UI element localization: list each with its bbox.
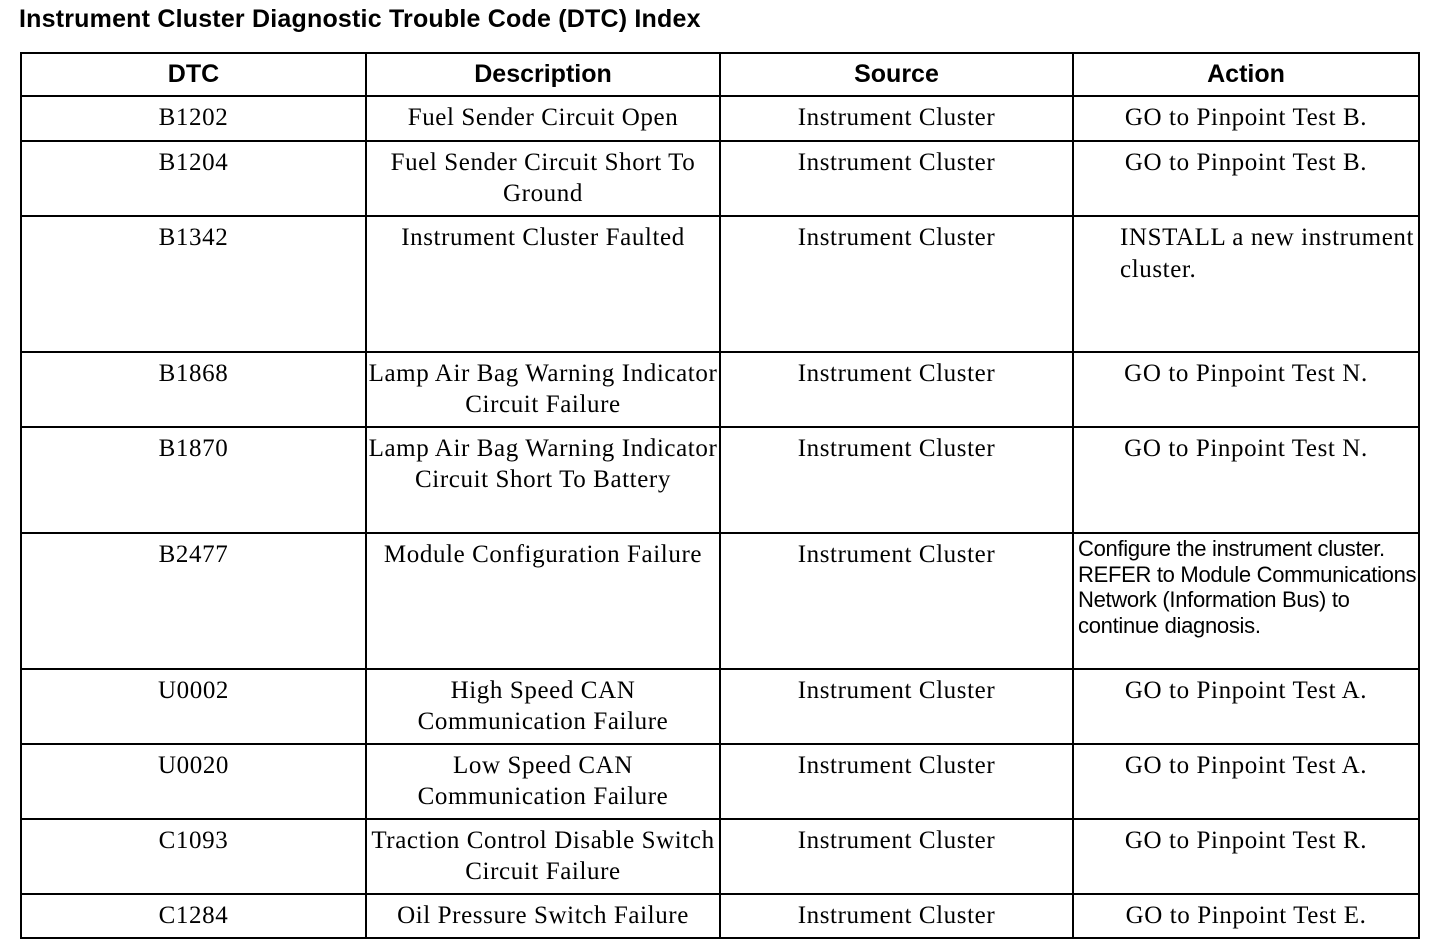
dtc-source: Instrument Cluster	[720, 744, 1073, 819]
dtc-code: B1204	[21, 141, 366, 216]
table-row	[21, 216, 1419, 352]
dtc-action: GO to Pinpoint Test B.	[1073, 96, 1419, 141]
dtc-action: INSTALL a new instrument cluster.	[1073, 216, 1419, 352]
dtc-description: Lamp Air Bag Warning Indicator Circuit Short To Battery	[366, 427, 720, 533]
dtc-action: GO to Pinpoint Test N.	[1073, 352, 1419, 427]
dtc-description: High Speed CAN Communication Failure	[366, 669, 720, 744]
dtc-action: GO to Pinpoint Test B.	[1073, 141, 1419, 216]
dtc-source: Instrument Cluster	[720, 96, 1073, 141]
dtc-source: Instrument Cluster	[720, 141, 1073, 216]
header-source: Source	[720, 53, 1073, 96]
table-row	[21, 352, 1419, 427]
header-description: Description	[366, 53, 720, 96]
dtc-description: Oil Pressure Switch Failure	[366, 894, 720, 938]
dtc-source: Instrument Cluster	[720, 894, 1073, 938]
dtc-action: GO to Pinpoint Test A.	[1073, 744, 1419, 819]
table-row	[21, 894, 1419, 938]
dtc-code: C1093	[21, 819, 366, 894]
dtc-action: GO to Pinpoint Test A.	[1073, 669, 1419, 744]
dtc-code: C1284	[21, 894, 366, 938]
dtc-description: Traction Control Disable Switch Circuit Failure	[366, 819, 720, 894]
table-header-row	[21, 53, 1419, 96]
table-row	[21, 533, 1419, 669]
table-row	[21, 744, 1419, 819]
dtc-description: Instrument Cluster Faulted	[366, 216, 720, 352]
dtc-description: Module Configuration Failure	[366, 533, 720, 669]
header-dtc: DTC	[21, 53, 366, 96]
dtc-source: Instrument Cluster	[720, 427, 1073, 533]
dtc-code: B2477	[21, 533, 366, 669]
dtc-code: U0002	[21, 669, 366, 744]
dtc-source: Instrument Cluster	[720, 533, 1073, 669]
dtc-action: GO to Pinpoint Test N.	[1073, 427, 1419, 533]
dtc-source: Instrument Cluster	[720, 669, 1073, 744]
dtc-description: Fuel Sender Circuit Short To Ground	[366, 141, 720, 216]
dtc-table	[20, 52, 1420, 939]
dtc-action: GO to Pinpoint Test R.	[1073, 819, 1419, 894]
dtc-action: Configure the instrument cluster. REFER to Module Communications Network (Information Bus) to continue diagnosis.	[1073, 533, 1419, 669]
dtc-code: B1868	[21, 352, 366, 427]
dtc-code: U0020	[21, 744, 366, 819]
page-title: Instrument Cluster Diagnostic Trouble Code (DTC) Index	[19, 5, 701, 33]
dtc-action: GO to Pinpoint Test E.	[1073, 894, 1419, 938]
dtc-description: Low Speed CAN Communication Failure	[366, 744, 720, 819]
dtc-source: Instrument Cluster	[720, 819, 1073, 894]
dtc-source: Instrument Cluster	[720, 352, 1073, 427]
header-action: Action	[1073, 53, 1419, 96]
dtc-description: Fuel Sender Circuit Open	[366, 96, 720, 141]
table-row	[21, 141, 1419, 216]
dtc-code: B1202	[21, 96, 366, 141]
dtc-code: B1342	[21, 216, 366, 352]
table-row	[21, 819, 1419, 894]
dtc-source: Instrument Cluster	[720, 216, 1073, 352]
table-row	[21, 669, 1419, 744]
dtc-description: Lamp Air Bag Warning Indicator Circuit Failure	[366, 352, 720, 427]
table-row	[21, 427, 1419, 533]
table-row	[21, 96, 1419, 141]
dtc-code: B1870	[21, 427, 366, 533]
